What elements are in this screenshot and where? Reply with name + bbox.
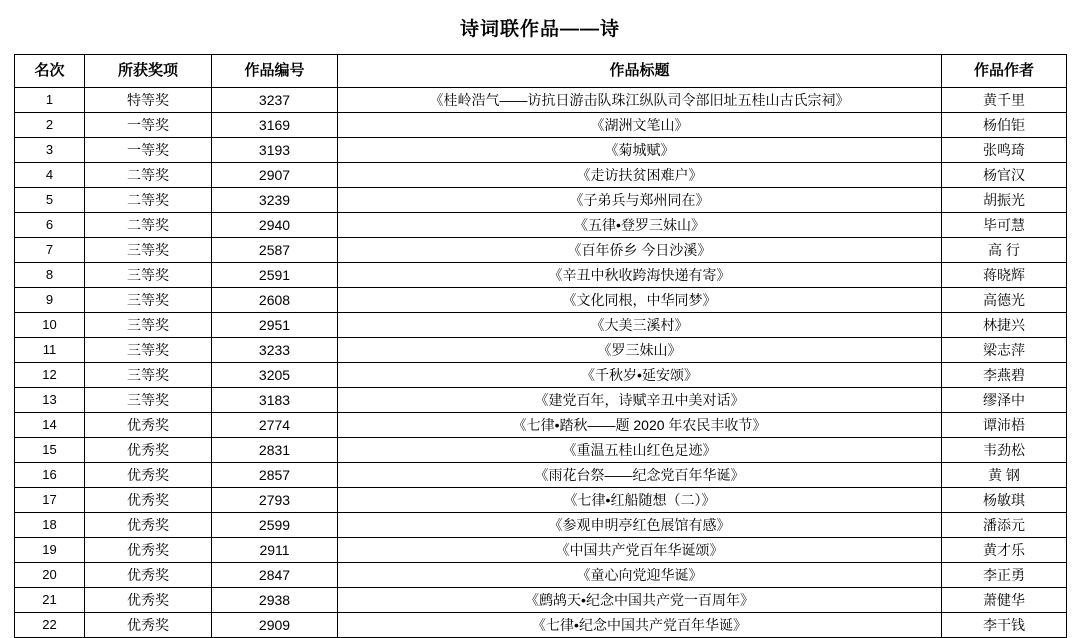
cell-award: 优秀奖: [85, 613, 212, 638]
column-header-award: 所获奖项: [85, 55, 212, 88]
cell-rank: 2: [15, 113, 85, 138]
cell-award: 一等奖: [85, 138, 212, 163]
cell-code: 2599: [212, 513, 338, 538]
table-row: [15, 588, 1067, 613]
cell-author: 黄千里: [942, 88, 1067, 113]
cell-rank: 14: [15, 413, 85, 438]
table-row: [15, 163, 1067, 188]
cell-title: 《桂岭浩气——访抗日游击队珠江纵队司令部旧址五桂山古氏宗祠》: [338, 88, 942, 113]
cell-award: 优秀奖: [85, 588, 212, 613]
cell-title: 《重温五桂山红色足迹》: [338, 438, 942, 463]
table-row: [15, 463, 1067, 488]
cell-author: 毕可慧: [942, 213, 1067, 238]
cell-rank: 20: [15, 563, 85, 588]
cell-title: 《童心向党迎华诞》: [338, 563, 942, 588]
cell-code: 2911: [212, 538, 338, 563]
cell-rank: 11: [15, 338, 85, 363]
table-body: [15, 88, 1067, 638]
cell-author: 梁志萍: [942, 338, 1067, 363]
table-row: [15, 113, 1067, 138]
cell-title: 《子弟兵与郑州同在》: [338, 188, 942, 213]
table-row: [15, 213, 1067, 238]
cell-author: 缪泽中: [942, 388, 1067, 413]
cell-title: 《五律•登罗三妹山》: [338, 213, 942, 238]
table-row: [15, 88, 1067, 113]
cell-award: 优秀奖: [85, 488, 212, 513]
cell-title: 《参观申明亭红色展馆有感》: [338, 513, 942, 538]
table-row: [15, 238, 1067, 263]
cell-rank: 13: [15, 388, 85, 413]
cell-title: 《七律•红船随想（二）》: [338, 488, 942, 513]
cell-award: 二等奖: [85, 163, 212, 188]
cell-rank: 3: [15, 138, 85, 163]
cell-award: 二等奖: [85, 188, 212, 213]
cell-code: 2587: [212, 238, 338, 263]
cell-code: 2909: [212, 613, 338, 638]
cell-code: 2847: [212, 563, 338, 588]
cell-rank: 6: [15, 213, 85, 238]
cell-code: 2831: [212, 438, 338, 463]
cell-code: 3205: [212, 363, 338, 388]
cell-author: 林捷兴: [942, 313, 1067, 338]
table-row: [15, 613, 1067, 638]
column-header-code: 作品编号: [212, 55, 338, 88]
column-header-author: 作品作者: [942, 55, 1067, 88]
cell-code: 2907: [212, 163, 338, 188]
cell-award: 优秀奖: [85, 438, 212, 463]
cell-award: 优秀奖: [85, 463, 212, 488]
table-header: [15, 55, 1067, 88]
cell-title: 《七律•踏秋——题 2020 年农民丰收节》: [338, 413, 942, 438]
cell-award: 优秀奖: [85, 413, 212, 438]
cell-title: 《建党百年，诗赋辛丑中美对话》: [338, 388, 942, 413]
cell-rank: 17: [15, 488, 85, 513]
cell-title: 《雨花台祭——纪念党百年华诞》: [338, 463, 942, 488]
table-row: [15, 313, 1067, 338]
cell-code: 2951: [212, 313, 338, 338]
cell-rank: 19: [15, 538, 85, 563]
page-title: 诗词联作品——诗: [459, 19, 620, 40]
cell-award: 优秀奖: [85, 563, 212, 588]
table-row: [15, 438, 1067, 463]
cell-award: 三等奖: [85, 288, 212, 313]
cell-title: 《菊城赋》: [338, 138, 942, 163]
cell-author: 张鸣琦: [942, 138, 1067, 163]
cell-rank: 15: [15, 438, 85, 463]
table-row: [15, 538, 1067, 563]
cell-code: 2591: [212, 263, 338, 288]
cell-title: 《湖洲文笔山》: [338, 113, 942, 138]
cell-title: 《鹧鸪天•纪念中国共产党一百周年》: [338, 588, 942, 613]
cell-rank: 22: [15, 613, 85, 638]
cell-code: 3237: [212, 88, 338, 113]
cell-author: 李正勇: [942, 563, 1067, 588]
cell-author: 胡振光: [942, 188, 1067, 213]
cell-title: 《文化同根，中华同梦》: [338, 288, 942, 313]
cell-award: 优秀奖: [85, 513, 212, 538]
cell-rank: 8: [15, 263, 85, 288]
cell-rank: 18: [15, 513, 85, 538]
cell-award: 三等奖: [85, 238, 212, 263]
column-header-title: 作品标题: [338, 55, 942, 88]
cell-author: 黄 钢: [942, 463, 1067, 488]
table-row: [15, 338, 1067, 363]
cell-award: 三等奖: [85, 388, 212, 413]
cell-rank: 21: [15, 588, 85, 613]
cell-award: 三等奖: [85, 363, 212, 388]
table-row: [15, 288, 1067, 313]
table-row: [15, 413, 1067, 438]
cell-rank: 4: [15, 163, 85, 188]
cell-code: 3183: [212, 388, 338, 413]
cell-award: 优秀奖: [85, 538, 212, 563]
table-row: [15, 388, 1067, 413]
cell-title: 《千秋岁•延安颂》: [338, 363, 942, 388]
cell-rank: 7: [15, 238, 85, 263]
cell-code: 2940: [212, 213, 338, 238]
cell-title: 《中国共产党百年华诞颂》: [338, 538, 942, 563]
cell-code: 3169: [212, 113, 338, 138]
cell-author: 杨伯钜: [942, 113, 1067, 138]
cell-author: 韦劲松: [942, 438, 1067, 463]
cell-title: 《七律•纪念中国共产党百年华诞》: [338, 613, 942, 638]
cell-rank: 1: [15, 88, 85, 113]
cell-award: 一等奖: [85, 113, 212, 138]
cell-author: 蒋晓辉: [942, 263, 1067, 288]
award-results-table: [14, 54, 1067, 638]
cell-code: 2793: [212, 488, 338, 513]
table-row: [15, 363, 1067, 388]
cell-rank: 12: [15, 363, 85, 388]
cell-author: 杨官汉: [942, 163, 1067, 188]
table-row: [15, 513, 1067, 538]
cell-author: 高 行: [942, 238, 1067, 263]
cell-code: 2938: [212, 588, 338, 613]
cell-author: 谭沛梧: [942, 413, 1067, 438]
cell-title: 《百年侨乡 今日沙溪》: [338, 238, 942, 263]
table-row: [15, 488, 1067, 513]
cell-title: 《走访扶贫困难户》: [338, 163, 942, 188]
table-header-row: [15, 55, 1067, 88]
table-row: [15, 563, 1067, 588]
cell-rank: 5: [15, 188, 85, 213]
cell-rank: 9: [15, 288, 85, 313]
cell-award: 三等奖: [85, 263, 212, 288]
cell-award: 特等奖: [85, 88, 212, 113]
cell-author: 黄才乐: [942, 538, 1067, 563]
table-row: [15, 138, 1067, 163]
cell-author: 李燕碧: [942, 363, 1067, 388]
cell-code: 2857: [212, 463, 338, 488]
table-row: [15, 188, 1067, 213]
cell-code: 3239: [212, 188, 338, 213]
cell-title: 《辛丑中秋收跨海快递有寄》: [338, 263, 942, 288]
cell-award: 二等奖: [85, 213, 212, 238]
cell-author: 萧健华: [942, 588, 1067, 613]
cell-code: 3193: [212, 138, 338, 163]
cell-award: 三等奖: [85, 313, 212, 338]
column-header-rank: 名次: [15, 55, 85, 88]
cell-rank: 16: [15, 463, 85, 488]
cell-rank: 10: [15, 313, 85, 338]
cell-code: 2774: [212, 413, 338, 438]
cell-author: 李干钱: [942, 613, 1067, 638]
cell-title: 《大美三溪村》: [338, 313, 942, 338]
cell-author: 潘添元: [942, 513, 1067, 538]
cell-code: 2608: [212, 288, 338, 313]
cell-title: 《罗三妹山》: [338, 338, 942, 363]
table-row: [15, 263, 1067, 288]
cell-code: 3233: [212, 338, 338, 363]
cell-author: 杨敏琪: [942, 488, 1067, 513]
cell-award: 三等奖: [85, 338, 212, 363]
cell-author: 高德光: [942, 288, 1067, 313]
